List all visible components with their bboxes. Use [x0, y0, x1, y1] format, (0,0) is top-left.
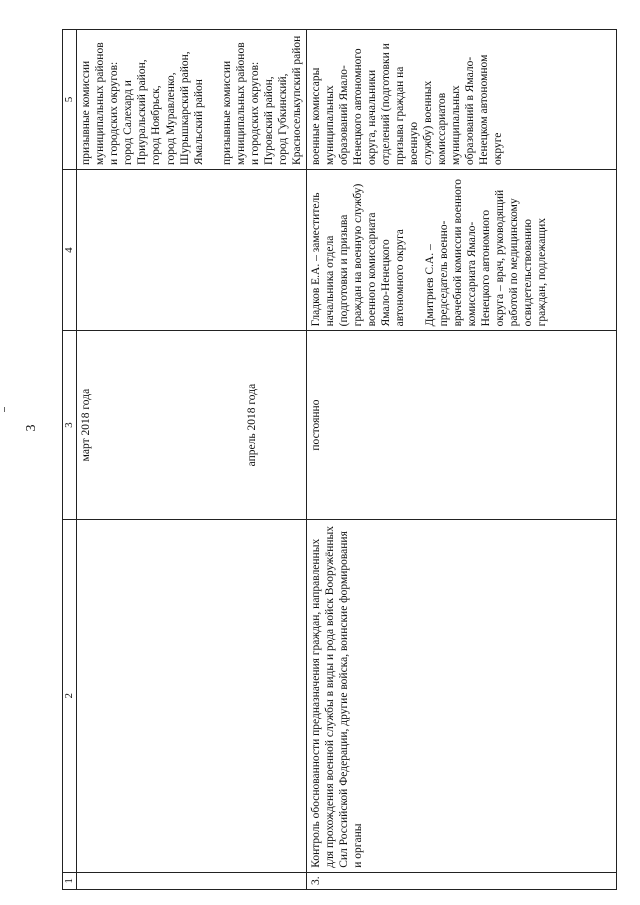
header-col-3: 3: [63, 331, 77, 519]
cell-num: 3.: [306, 872, 616, 889]
cell-responsible: [306, 169, 616, 330]
cell-activity: Контроль обоснованности предназначения граждан, направленных для прохождения военной службы в виды и рода войск Вооружённых Сил Российской Федерации, другие войска, воинские формирования и органы: [306, 519, 616, 872]
responsible-person-1: Гладков Е.А. – заместитель начальника отдела (подготовки и призыва граждан на военную службу) военного комиссариата Ямало-Ненецкого автономного округа: [309, 183, 406, 327]
period-march: март 2018 года: [80, 388, 93, 462]
cell-term: постоянно: [306, 331, 616, 519]
cell-period: [77, 331, 306, 519]
cell-activity-empty: [77, 519, 306, 872]
period-april: апрель 2018 года: [246, 383, 259, 467]
table-row-3: [306, 30, 616, 890]
cell-person-empty: [77, 169, 306, 330]
header-col-1: 1: [63, 872, 77, 889]
header-col-5: 5: [63, 30, 77, 170]
header-row: [63, 30, 77, 890]
page-number: 3: [24, 424, 39, 432]
table-row-continued: [77, 30, 306, 890]
commission-group-2: призывные комиссии муниципальных районов и городских округов: Пуровский район, город Губкинский, Красноселькупский район: [220, 35, 303, 165]
responsible-person-2: Дмитриев С.А. – председатель военно- врачебной комиссии военного комиссариата Ямало- Ненецкого автономного округа – врач, руководящий работой по медицинскому освидетельствованию граждан, подлежащих: [423, 178, 548, 327]
plan-table: [62, 29, 617, 890]
cell-commissions: [77, 30, 306, 170]
header-col-4: 4: [63, 169, 77, 330]
rotated-page-content: [62, 29, 620, 890]
header-col-2: 2: [63, 519, 77, 872]
cell-target: военные комиссары муниципальных образований Ямало- Ненецкого автономного округа, начальники отделений (подготовки и призыва граждан на военную службу) военных комиссариатов муниципальных образований в Ямало- Ненецком автономном округе: [306, 30, 616, 170]
cell-num-empty: [77, 872, 306, 889]
margin-tick: [4, 407, 5, 412]
commission-group-1: призывные комиссии муниципальных районов и городских округов: город Салехард и Приуральский район, город Ноябрьск, город Муравленко, Шурышкарский район, Ямальский район: [80, 42, 205, 165]
